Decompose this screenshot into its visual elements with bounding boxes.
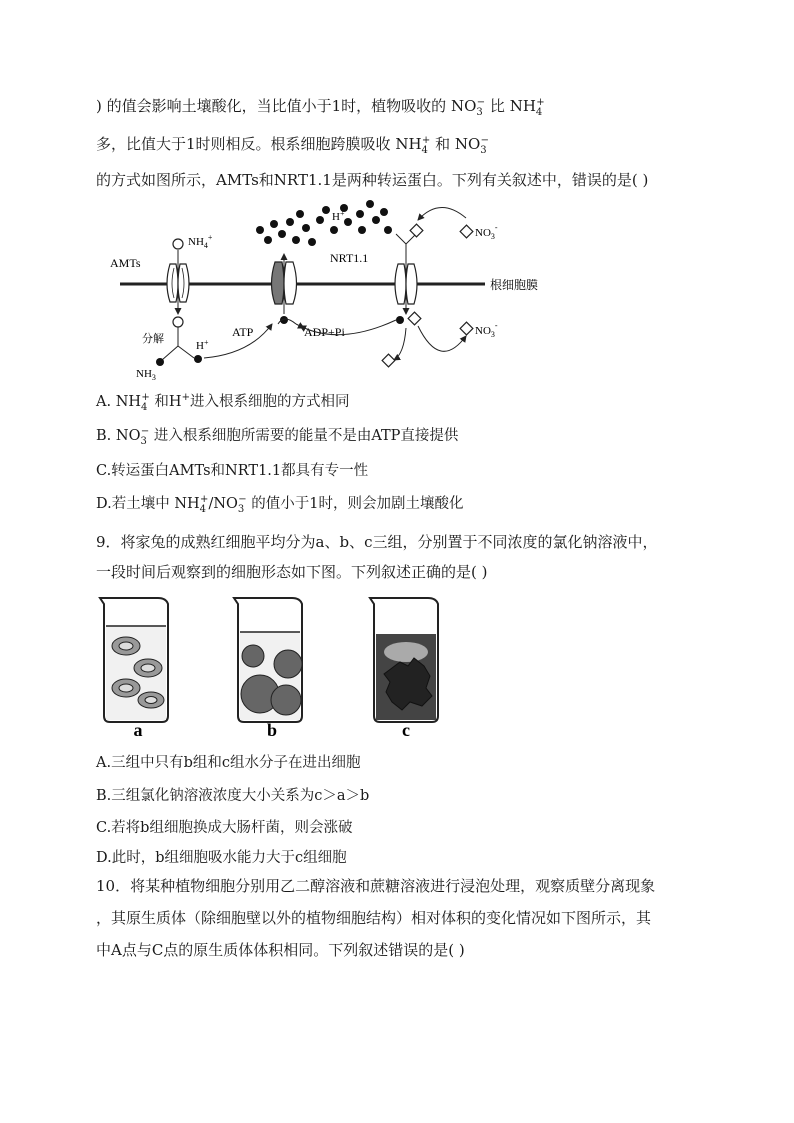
q10-line-1: 10．将某种植物细胞分别用乙二醇溶液和蔗糖溶液进行浸泡处理，观察质壁分离现象 [96, 877, 656, 895]
q8-option-a: A. $NH_4^+$ 和H+进入根系细胞的方式相同 [96, 392, 350, 413]
beaker-c-label: c [402, 720, 410, 740]
nh4-ion-outside [173, 239, 183, 249]
no3-formula: $NO_3^-$ [450, 97, 486, 118]
beaker-a-label: a [133, 720, 143, 740]
q8-line-1: ) 的值会影响土壤酸化，当比值小于1时，植物吸收的 $NO_3^-$ 比 $NH_4^+$ [96, 97, 545, 118]
h-top-label: H+ [332, 209, 345, 223]
no3-formula: $NO_3^-$ [115, 426, 150, 447]
no3-diamond-outside [460, 225, 473, 238]
no3-diamond-released [382, 354, 395, 367]
amts-label: AMTs [110, 256, 141, 270]
q9-option-a: A.三组中只有b组和c组水分子在进出细胞 [96, 755, 361, 771]
nh4-formula: $NH_4^+$ [395, 135, 431, 156]
beaker-figure [96, 596, 476, 740]
beaker-c [370, 598, 438, 722]
q9-option-c: C.若将b组细胞换成大肠杆菌，则会涨破 [96, 820, 353, 836]
no3-formula: $NO_3^-$ [454, 135, 490, 156]
rbc-b-1 [242, 645, 264, 667]
root-membrane-transport-diagram [100, 196, 580, 384]
membrane-label: 根细胞膜 [490, 278, 539, 292]
adp-label: ADP+Pi [304, 325, 345, 339]
q8-line-2: 多，比值大于1时则相反。根系细胞跨膜吸收 $NH_4^+$ 和 $NO_3^-$ [96, 135, 490, 156]
q8-line-3: 的方式如图所示，AMTs和NRT1.1是两种转运蛋白。下列有关叙述中，错误的是( ) [96, 171, 649, 189]
q10-line-3: 中A点与C点的原生质体体积相同。下列叙述错误的是( ) [96, 941, 465, 959]
nh4-formula: $NH_4^+$ [174, 494, 209, 515]
h-ion-cluster [256, 200, 392, 246]
no3-formula: $NO_3^-$ [213, 494, 247, 515]
q9-option-d: D.此时，b组细胞吸水能力大于c组细胞 [96, 850, 347, 866]
h-left-label: H+ [196, 338, 209, 352]
no3-diamond-top [410, 224, 423, 237]
beaker-b [234, 598, 302, 722]
nh4-ion-inside [173, 317, 183, 327]
decompose-label: 分解 [142, 333, 164, 345]
no3-diamond-outside-2 [460, 322, 473, 335]
h-ion-dot [194, 355, 202, 363]
rbc-b-2 [274, 650, 302, 678]
rbc-b-4 [271, 685, 301, 715]
nrt-label: NRT1.1 [330, 251, 369, 265]
nh4-label: $NH_4^+$ [188, 233, 213, 250]
q8-option-d: D.若土壤中 $NH_4^+/NO_3^-$ 的值小于1时，则会加剧土壤酸化 [96, 494, 464, 515]
nh4-formula: $NH_4^+$ [115, 392, 150, 413]
q8-option-c: C.转运蛋白AMTs和NRT1.1都具有专一性 [96, 463, 369, 479]
h-ion-nrt-dot [396, 316, 404, 324]
no3-bottom-label: $NO_3^-$ [475, 321, 498, 339]
beaker-a [100, 598, 168, 722]
nh3-label: $NH_3$ [136, 368, 156, 382]
no3-top-label: $NO_3^-$ [475, 223, 498, 241]
q9-option-b: B.三组氯化钠溶液浓度大小关系为c＞a＞b [96, 788, 370, 804]
no3-diamond-inside [408, 312, 421, 325]
q8-option-b: B. $NO_3^-$ 进入根系细胞所需要的能量不是由ATP直接提供 [96, 426, 459, 447]
nh4-formula: $NH_4^+$ [509, 97, 545, 118]
q9-line-2: 一段时间后观察到的细胞形态如下图。下列叙述正确的是( ) [96, 563, 488, 581]
q9-line-1: 9．将家兔的成熟红细胞平均分为a、b、c三组，分别置于不同浓度的氯化钠溶液中， [96, 533, 658, 551]
atp-label: ATP [232, 325, 254, 339]
q10-line-2: ，其原生质体（除细胞壁以外的植物细胞结构）相对体积的变化情况如下图所示，其 [96, 909, 652, 927]
nh3-dot [156, 358, 164, 366]
beaker-b-label: b [266, 720, 278, 740]
